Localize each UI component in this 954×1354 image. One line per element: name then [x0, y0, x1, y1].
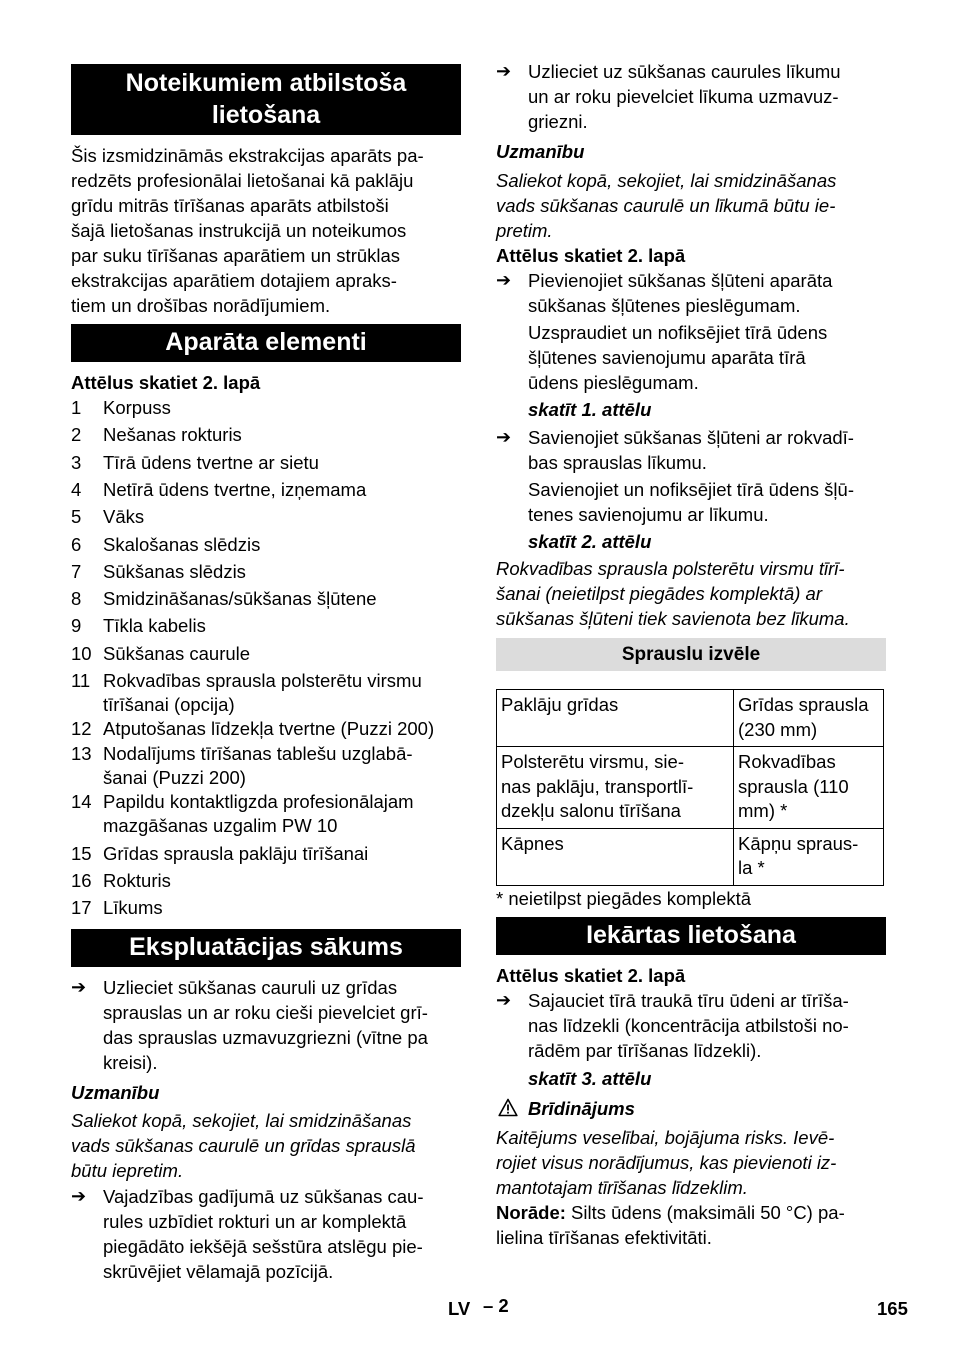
item-number: 2	[71, 424, 82, 445]
text-line: un ar roku pievelciet līkuma uzmavuz-	[528, 86, 839, 107]
table-footnote: * neietilpst piegādes komplektā	[496, 888, 752, 909]
arrow-right-icon: ➔	[496, 61, 512, 81]
item-text-line: Papildu kontaktligzda profesionālajam	[103, 791, 414, 812]
arrow-right-icon: ➔	[71, 1186, 87, 1206]
hint-text: Silts ūdens (maksimāli 50 °C) pa-	[565, 1202, 845, 1223]
text-line: Šis izsmidzināmās ekstrakcijas aparāts pa-	[71, 145, 424, 166]
text-line: Uzspraudiet un nofiksējiet tīrā ūdens	[528, 322, 828, 343]
item-text: Netīrā ūdens tvertne, izņemama	[103, 479, 367, 500]
item-text: Korpuss	[103, 397, 171, 418]
heading-device-elements-text: Aparāta elementi	[165, 328, 367, 356]
item-number: 7	[71, 561, 82, 582]
text-line: rojiet visus norādījumus, kas pievienoti iz-	[496, 1152, 837, 1173]
text-line: sprausla (110	[738, 775, 849, 797]
text-line: rules uzbīdiet rokturi un ar komplektā	[103, 1211, 407, 1232]
heading-intended-use	[71, 64, 461, 135]
text-line: ekstrakcijas aparātiem dotajiem apraks-	[71, 270, 397, 291]
heading-intended-use-text: Noteikumiem atbilstoša lietošana	[125, 69, 407, 129]
step-text	[103, 975, 463, 1075]
text-line: piegādāto iekšējā sešstūra atslēgu pie-	[103, 1236, 423, 1257]
table-cell	[734, 690, 884, 747]
item-text-line: mazgāšanas uzgalim PW 10	[103, 814, 338, 836]
warning-triangle-icon	[498, 1098, 518, 1123]
table-cell	[734, 828, 884, 885]
item-text: Atputošanas līdzekļa tvertne (Puzzi 200)	[103, 718, 435, 739]
text-line: vads sūkšanas caurulē un līkumā būtu ie-	[496, 195, 836, 216]
figure-reference: skatīt 3. attēlu	[528, 1068, 652, 1089]
text-line: la *	[738, 857, 765, 878]
item-number: 9	[71, 615, 82, 636]
item-number: 8	[71, 588, 82, 609]
text-line: tiem un drošības norādījumiem.	[71, 295, 331, 316]
text-line: Sajauciet tīrā traukā tīru ūdeni ar tīrīša-	[528, 990, 849, 1011]
item-text	[103, 742, 463, 789]
item-text: Skalošanas slēdzis	[103, 534, 261, 555]
item-text: Smidzināšanas/sūkšanas šļūtene	[103, 588, 377, 609]
text-line: Pievienojiet sūkšanas šļūteni aparāta	[528, 270, 833, 291]
item-text: Vāks	[103, 506, 145, 527]
text-line: mm) *	[738, 800, 788, 821]
item-number: 1	[71, 397, 82, 418]
text-line: būtu iepretim.	[71, 1160, 184, 1181]
item-number: 15	[71, 843, 92, 864]
text-line: vads sūkšanas caurulē un grīdas sprauslā	[71, 1135, 416, 1156]
item-text: Sūkšanas caurule	[103, 643, 251, 664]
item-text: Tīrā ūdens tvertne ar sietu	[103, 452, 319, 473]
item-number: 16	[71, 870, 92, 891]
text-line: šļūtenes savienojumu aparāta tīrā	[528, 347, 806, 368]
item-number: 5	[71, 506, 82, 527]
table-cell	[734, 747, 884, 829]
see-page-label: Attēlus skatiet 2. lapā	[496, 245, 686, 266]
text-line: grīdu mitrās tīrīšanas aparāts atbilstoši	[71, 195, 389, 216]
text-line: bas sprauslas līkumu.	[528, 452, 707, 473]
table-row	[497, 690, 884, 747]
intended-use-paragraph	[71, 143, 461, 318]
caution-text	[71, 1108, 461, 1183]
heading-startup-text: Ekspluatācijas sākums	[129, 933, 403, 961]
item-number: 4	[71, 479, 82, 500]
text-line: Kāpņu spraus-	[738, 832, 859, 854]
text-line: Uzlieciet uz sūkšanas caurules līkumu	[528, 61, 841, 82]
text-line: dzekļu salonu tīrīšana	[501, 800, 681, 821]
item-number: 17	[71, 897, 92, 918]
item-text	[103, 669, 463, 716]
step-continuation	[528, 320, 888, 395]
item-text-line: šanai (Puzzi 200)	[103, 766, 246, 788]
text-line: lielina tīrīšanas efektivitāti.	[496, 1227, 712, 1248]
item-number: 10	[71, 643, 92, 664]
item-number: 13	[71, 743, 92, 764]
text-line: Paklāju grīdas	[501, 694, 619, 715]
text-line: tenes savienojumu ar līkumu.	[528, 504, 769, 525]
page-number: 165	[877, 1298, 908, 1319]
figure-reference: skatīt 1. attēlu	[528, 399, 652, 420]
arrow-right-icon: ➔	[496, 270, 512, 290]
footer-section-page: – 2	[483, 1295, 509, 1316]
text-line: Saliekot kopā, sekojiet, lai smidzināšanas	[496, 170, 837, 191]
text-line: Rokvadības sprausla polsterētu virsmu tīrī-	[496, 558, 845, 579]
text-line: skrūvējiet vēlamajā pozīcijā.	[103, 1261, 334, 1282]
arrow-right-icon: ➔	[496, 990, 512, 1010]
text-line: Savienojiet un nofiksējiet tīrā ūdens šļū-	[528, 479, 854, 500]
heading-nozzle-selection-text: Sprauslu izvēle	[621, 644, 761, 665]
heading-nozzle-selection	[496, 638, 886, 671]
item-text-line: Nodalījums tīrīšanas tablešu uzglabā-	[103, 743, 413, 764]
text-line: Saliekot kopā, sekojiet, lai smidzināšanas	[71, 1110, 412, 1131]
heading-device-elements	[71, 324, 461, 362]
text-line: sūkšanas šļūtenes pieslēgumam.	[528, 295, 801, 316]
text-line: redzēts profesionālai lietošanai kā paklāju	[71, 170, 414, 191]
text-line: ūdens pieslēgumam.	[528, 372, 699, 393]
item-text: Līkums	[103, 897, 163, 918]
nozzle-table	[496, 689, 884, 886]
text-line: das sprauslas uzmavuzgriezni (vītne pa	[103, 1027, 428, 1048]
item-number: 12	[71, 718, 92, 739]
caution-text	[496, 168, 886, 243]
item-number: 11	[71, 670, 91, 691]
table-row	[497, 747, 884, 829]
text-line: Uzlieciet sūkšanas cauruli uz grīdas	[103, 977, 398, 998]
hint-label: Norāde:	[496, 1202, 566, 1223]
item-text: Nešanas rokturis	[103, 424, 242, 445]
table-row	[497, 828, 884, 885]
see-page-label: Attēlus skatiet 2. lapā	[496, 965, 686, 986]
text-line: Rokvadības	[738, 751, 836, 772]
see-page-label: Attēlus skatiet 2. lapā	[71, 372, 261, 393]
text-line: nas paklāju, transportlī-	[501, 775, 694, 797]
text-line: griezni.	[528, 111, 588, 132]
caution-label: Uzmanību	[496, 141, 585, 162]
text-line: Polsterētu virsmu, sie-	[501, 751, 684, 772]
text-line: nas līdzekli (koncentrācija atbilstoši no-	[528, 1015, 849, 1036]
item-text: Grīdas sprausla paklāju tīrīšanai	[103, 843, 369, 864]
heading-device-use	[496, 917, 886, 955]
item-text	[103, 790, 463, 837]
heading-startup	[71, 929, 461, 967]
warning-label: Brīdinājums	[528, 1098, 635, 1119]
item-text: Rokturis	[103, 870, 171, 891]
item-number: 14	[71, 791, 92, 812]
text-line: Vajadzības gadījumā uz sūkšanas cau-	[103, 1186, 424, 1207]
item-text: Tīkla kabelis	[103, 615, 206, 636]
text-line: Kaitējums veselībai, bojājuma risks. Ievē-	[496, 1127, 835, 1148]
item-number: 3	[71, 452, 82, 473]
table-cell	[497, 747, 734, 829]
arrow-right-icon: ➔	[496, 427, 512, 447]
text-line: Savienojiet sūkšanas šļūteni ar rokvadī-	[528, 427, 854, 448]
text-line: (230 mm)	[738, 718, 818, 740]
item-text: Sūkšanas slēdzis	[103, 561, 246, 582]
heading-device-use-text: Iekārtas lietošana	[586, 921, 796, 949]
step-text	[103, 1184, 463, 1284]
text-line: sprauslas un ar roku cieši pievelciet grī-	[103, 1002, 428, 1023]
table-cell	[497, 828, 734, 885]
item-text-line: tīrīšanai (opcija)	[103, 693, 235, 715]
text-line: šanai (neietilpst piegādes komplektā) ar	[496, 583, 822, 604]
text-line: kreisi).	[103, 1052, 158, 1073]
text-line: rādēm par tīrīšanas līdzekli).	[528, 1040, 762, 1061]
arrow-right-icon: ➔	[71, 977, 87, 997]
footer-language: LV	[448, 1298, 471, 1319]
step-text	[528, 425, 888, 475]
item-text-line: Rokvadības sprausla polsterētu virsmu	[103, 670, 422, 691]
figure-reference: skatīt 2. attēlu	[528, 531, 652, 552]
text-line: pretim.	[496, 220, 553, 241]
text-line	[496, 1200, 886, 1225]
text-line: sūkšanas šļūteni tiek savienota bez līkuma.	[496, 608, 850, 629]
text-line: mantotajam tīrīšanas līdzeklim.	[496, 1177, 748, 1198]
text-line: par suku tīrīšanas aparātiem un strūklas	[71, 245, 401, 266]
step-continuation	[528, 477, 888, 527]
table-cell	[497, 690, 734, 747]
step-text	[528, 59, 888, 134]
step-text	[528, 988, 888, 1063]
text-line: Kāpnes	[501, 832, 564, 854]
caution-label: Uzmanību	[71, 1082, 160, 1103]
item-number: 6	[71, 534, 82, 555]
note-text	[496, 556, 886, 631]
text-line: šajā lietošanas instrukcijā un noteikumos	[71, 220, 407, 241]
step-text	[528, 268, 888, 318]
warning-text	[496, 1125, 886, 1200]
text-line: Grīdas sprausla	[738, 694, 869, 715]
hint-paragraph	[496, 1200, 886, 1250]
